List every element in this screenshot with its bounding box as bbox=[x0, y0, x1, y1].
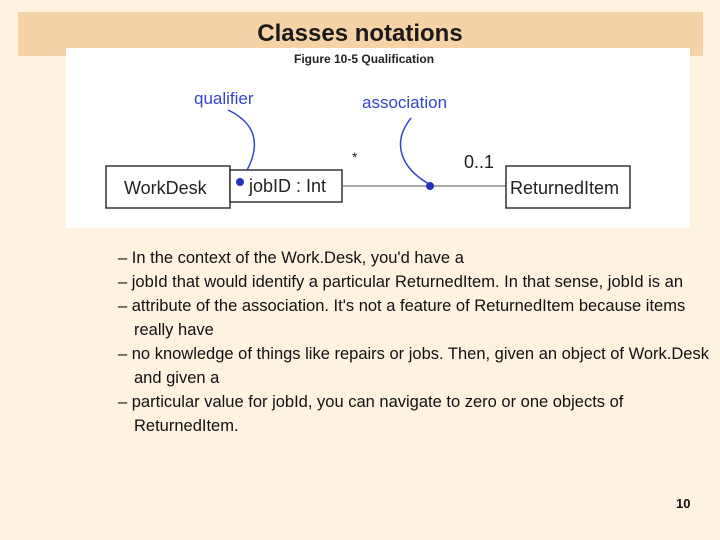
bullet-item: – jobId that would identify a particular ReturnedItem. In that sense, jobId is an bbox=[118, 273, 683, 291]
bullet-item: – no knowledge of things like repairs or jobs. Then, given an object of Work.Desk and given a bbox=[118, 345, 709, 387]
bullet-item: – particular value for jobId, you can navigate to zero or one objects of ReturnedItem. bbox=[118, 393, 624, 435]
qualifier-box-text: jobID : Int bbox=[249, 176, 327, 196]
association-point-dot bbox=[426, 182, 434, 190]
bullet-item: – In the context of the Work.Desk, you'd have a bbox=[118, 249, 464, 267]
class-name-returneditem: ReturnedItem bbox=[510, 178, 620, 198]
multiplicity-star: * bbox=[352, 149, 358, 165]
bullet-list bbox=[118, 246, 713, 438]
slide-title: Classes notations bbox=[257, 20, 463, 47]
multiplicity-range: 0..1 bbox=[464, 152, 495, 172]
uml-figure bbox=[66, 48, 690, 228]
qualifier-label: qualifier bbox=[194, 89, 254, 108]
page-number: 10 bbox=[676, 496, 691, 511]
qualification-diagram bbox=[66, 48, 690, 228]
class-name-workdesk: WorkDesk bbox=[124, 178, 207, 198]
association-label: association bbox=[362, 93, 448, 112]
qualifier-point-dot bbox=[236, 178, 244, 186]
figure-caption: Figure 10-5 Qualification bbox=[294, 52, 435, 66]
association-pointer-line bbox=[401, 118, 429, 184]
bullet-item: – attribute of the association. It's not a feature of ReturnedItem because items really have bbox=[118, 297, 686, 339]
